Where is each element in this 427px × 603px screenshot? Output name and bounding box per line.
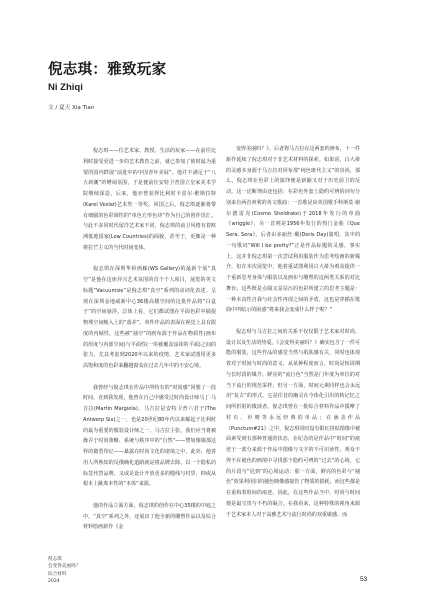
caption-artist: 倪志琪	[48, 557, 62, 562]
caption-medium: 综合材料	[48, 571, 67, 577]
article-subtitle: Ni Zhiqi	[48, 82, 83, 93]
left-column	[83, 146, 216, 533]
image-caption	[48, 556, 88, 586]
right-paragraph: 变得美丽吗？》。后者将马吉拉在这两套的画布，十一件新作延续了倪志琪对于非艺术材料的探索。如果说，白大褂的灵感本身源于马吉拉对同布那“纯色斑代主义”的崇尚，那么，倪志琪在色彩上的演绎便是新颖又对于历史前卫的反动。这一论断理由还包括：在彩色外套上隐约可辨的词句分别来自两首爽利的英文歌曲：一首歌是由英国歌手科斯莫·谢尔德雷克(Cosmo Sheldrake)于2018年发行的单曲《wriggle》，另一首则是1956年发行的热门金曲《Que Sera, Sera》，后者由多丽丝·戴(Doris Day)演唱，其中的一句歌词“Will I be pretty?”正是作品标题的灵感。事实上，这并非倪志琪第一次尝试利用服装作为思考绘画的新媒介，但在本次展览中，他着重试图利用白大褂为观众提供一个重新思考身体与服装以及画布与雕塑的这两类关系的对比舞台。这些既是点缀又是站污的色彩所建立的思考主题是：一种本真性自我与社会性再现之间的矛盾，这也是穿插在歌曲中所暗示的困惑“将来我会变成什么样子呢？”	[226, 146, 360, 314]
left-paragraph: 倪志琪——位艺术家、教授、生活的玩家——在前往比利时接受更进一步的艺术教育之前，就已参加了彼时最为重要的国内群展“前进中的中国青年美展”。他并不满足于“八五新潮”的嘈闹氛围，于是便前往安特卫普国立皇家美术学院继续深造，后来，他亦曾获得比利时卡雷尔·维斯拉特(Karel Veslat)艺术奖一等奖。回国之后，倪志琪逐渐将带有细腻的色彩调性的“单色方形色块”作为自己的创作语汇。与此不多同时代留洋艺术家不同，倪志琪的前卫风格有着欧洲低地国家(Low Countries)的面貌，甚至于，更像是一种将拉芒主义的当代时间变体。	[83, 148, 216, 251]
right-column	[226, 144, 360, 520]
caption-year: 2024	[48, 579, 60, 585]
left-paragraph: 我曾经与倪志琪在作品中所特有的“时尚感”回想了一段时间，直到我发现，他曾在自己中感受过时尚设计师马丁·马吉拉(Martin Margiela)。马吉拉是安特卫普六君子(The Antwerp Six)之一，也是20世纪80年代以来崛起于比利时的最为重要的服装设计师之一。马吉拉主张，我们应当将被操弄于时尚策略、系统与秩序中的“自然”——譬如像墙那这样的微型印记——暴露在时尚文化的诸境之中。此外，他善用人所熟知的反俄确化道路就是将品牌去除，以一个隐私的标签代替品牌，又或是设计开放更多的缝线与衬里，抑或从根本上跳离本性的“本体”来源。	[83, 384, 216, 488]
page-number: 53	[360, 576, 368, 583]
article-byline: 文 / 夏天 Xia Tian	[48, 105, 95, 111]
caption-title: 会变得美丽吗？	[48, 564, 81, 570]
article-title: 倪志琪：雅致玩家	[48, 62, 167, 78]
left-paragraph: 他的作品立面方面，倪志琪的创作在中心35楼的中庭之中，“真空”系列之外，还展出了他全新的雕塑作品以及综合材料绘画新作《金	[83, 502, 216, 531]
right-paragraph: 倪志琪与马吉拉之间的关系不仅仅限于艺术家对时尚、设计以及生活的热爱。《会变得美丽吗？》确实包含了一件可能的服装，这些作品的感觉当然与肌肤感有关，同时也体现着对于时间与时尚的意义，从某种程度而言，时尚是短周期与长时段的媒介。鲜亮的“流行色”当然是门年度为单位的对当下流行的规范采样，但另一方面，时间元素同样也会永远用“复古”的形式，它是往昔的幽灵在今体化引出的转记忆之间所折射的微波者。倪志琪曾在一批综合材料作品中援摩了衬衣、衫晴等永远经典的单品；在涵盖作品《Punctum#21》之中，倪志琪同时设有限红拼贴图像中被面素受到有那种普通的状态，在纪念的是作品中“时间”的痕迹于一部分来源于作品中图像与文字的不可识读性。观众不得不在褪色的画境中寻找那个隐约可辨的“过去”的心境，它的片段与“迟到”的心境运动：那一方面，鲜亮的色彩与“褪色”效果利用旧的褪色映像感接管了物质的损耗，而这些都是在重构着时间的痕迹。因此，在这些作品当中，时尚与时间便是最宝贵与不朽的凝合。在我看来，这种特殊的视角来源于艺术家本人对于高雅艺术与流行时尚的双重敏感，而	[226, 328, 360, 518]
left-paragraph: 倪志琪在深圳华侨画廊(WS Gallery)的最新个展“真空”是他在这座异兴艺术氛围的首个个人项目，展览的英文标题“Vacuumize”是倪志琪“真空”系列的动词化表述。呈现在深圳金地威新中心36楼高楼空间的这批作品将“白盒子”的空间悬浮。总体上看，它们都试图在平面色彩中捕捉物理空间缩入上的“落差”。单件作品的表面在视觉上具有限度的内倾性，这些被“抽空”的画布源于作品在物质性(画布的厚度与内部空间)与平面性(一块被覆盖涂抹的平面)之间的张力。尤其考虑到2020年以来的疫情，艺术家试图用更多高饱和度的色彩来翻越窗众在过去几年中的不安心境。	[83, 266, 216, 369]
